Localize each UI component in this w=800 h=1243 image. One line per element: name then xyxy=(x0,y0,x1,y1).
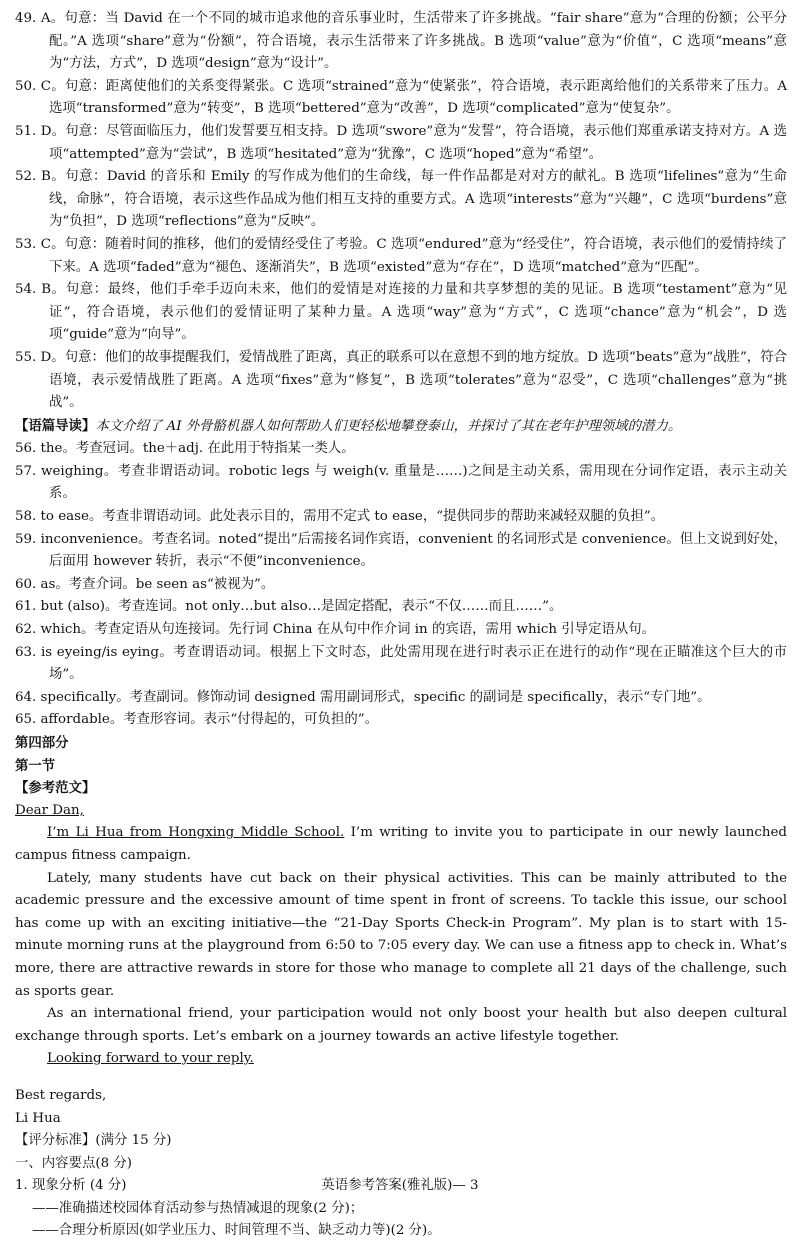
answer-55: 55. D。句意：他们的故事提醒我们，爱情战胜了距离，真正的联系可以在意想不到的地方绽放。D 选项“beats”意为“战胜”，符合语境，表示爱情战胜了距离。A 选项“fixes”意为“修复”，B 选项“tolerates”意为“忍受”，C 选项“challenges”意为“挑战”。 xyxy=(15,349,787,411)
answer-52: 52. B。句意：David 的音乐和 Emily 的写作成为他们的生命线，每一件作品都是对对方的献礼。B 选项“lifelines”意为“生命线，命脉”，符合语境，表示这些作品成为他们相互支持的重要方式。A 选项“interests”意为“兴趣”，C 选项“burdens”意为“负担”，D 选项“reflections”意为“反映”。 xyxy=(15,169,787,230)
answer-59: 59. inconvenience。考查名词。noted“提出”后需接名词作宾语，convenient 的名词形式是 convenience。但上文说到好处，后面用 however 转折，表示“不便”inconvenience。 xyxy=(15,531,787,570)
answer-64: 64. specifically。考查副词。修饰动词 designed 需用副词形式，specific 的副词是 specifically，表示“专门地”。 xyxy=(15,689,711,705)
closing-line: Looking forward to your reply. xyxy=(47,1051,254,1067)
rubric-dash-2: ——合理分析原因(如学业压力、时间管理不当、缺乏动力等)(2 分)。 xyxy=(32,1223,441,1239)
answer-50: 50. C。句意：距离使他们的关系变得紧张。C 选项“strained”意为“使紧张”，符合语境，表示距离给他们的关系带来了压力。A 选项“transformed”意为“转变”，B 选项“bettered”意为“改善”，D 选项“complicated”意为“使复杂”。 xyxy=(15,78,787,117)
intro-rest: I’m writing to invite you to participate in our newly launched campus fitness campaign. xyxy=(15,825,787,863)
intro-underlined: I’m Li Hua from Hongxing Middle School. xyxy=(47,825,345,841)
rubric-item-1-1: 1. 现象分析 (4 分) xyxy=(15,1178,127,1194)
passage-guide xyxy=(15,415,787,439)
essay-closing xyxy=(15,1048,787,1071)
rubric-dash-1: ——准确描述校园体育活动参与热情减退的现象(2 分)； xyxy=(32,1200,364,1216)
essay-para-2: Lately, many students have cut back on their physical activities. This can be mainly attributed to the academic pressure and the excessive amount of time spent in front of screens. To tackle this issue, our school has come up with an exciting initiative—the “21-Day Sports Check-in Program”. My plan is to start with 15-minute morning runs at the playground from 6:50 to 7:05 every day. We can use a fitness app to check in. What’s more, there are attractive rewards in store for those who manage to complete all 21 days of the challenge, such as sports gear. xyxy=(15,870,787,999)
essay-signature: Li Hua xyxy=(15,1110,61,1126)
answer-60: 60. as。考查介词。be seen as“被视为”。 xyxy=(15,576,275,592)
answer-51: 51. D。句意：尽管面临压力，他们发誓要互相支持。D 选项“swore”意为“发誓”，符合语境，表示他们郑重承诺支持对方。A 选项“attempted”意为“尝试”，B 选项“hesitated”意为“犹豫”，C 选项“hoped”意为“希望”。 xyxy=(15,123,787,162)
page-footer: 英语参考答案(雅礼版)— 3 xyxy=(321,1178,479,1193)
section-title: 第一节 xyxy=(15,757,56,774)
answer-49: 49. A。句意：当 David 在一个不同的城市追求他的音乐事业时，生活带来了许多挑战。“fair share”意为“合理的份额；公平分配。”A 选项“share”意为“份额”，符合语境，表示生活带来了许多挑战。B 选项“value”意为“价值”，C 选项“means”意为“方法，方式”，D 选项“design”意为“设计”。 xyxy=(15,11,787,72)
answer-53: 53. C。句意：随着时间的推移，他们的爱情经受住了考验。C 选项“endured”意为“经受住”，符合语境，表示他们的爱情持续了下来。A 选项“faded”意为“褪色、逐渐消失”，B 选项“existed”意为“存在”，D 选项“matched”意为“匹配”。 xyxy=(15,236,787,275)
essay-para-1 xyxy=(15,822,787,867)
rubric-item-1: 一、内容要点(8 分) xyxy=(15,1155,132,1171)
answer-page xyxy=(15,8,787,1243)
sample-essay xyxy=(15,800,787,1130)
guide-title: 【语篇导读】 xyxy=(15,417,96,434)
answer-62: 62. which。考查定语从句连接词。先行词 China 在从句中作介词 in 的宾语，需用 which 引导定语从句。 xyxy=(15,622,656,638)
answer-56: 56. the。考查冠词。the＋adj. 在此用于特指某一类人。 xyxy=(15,441,355,457)
guide-text: 本文介绍了 AI 外骨骼机器人如何帮助人们更轻松地攀登泰山，并探讨了其在老年护理领域的潜力。 xyxy=(95,418,682,434)
part-title: 第四部分 xyxy=(15,735,69,751)
salutation-text: Dear Dan, xyxy=(15,802,84,818)
answer-63: 63. is eyeing/is eying。考查谓语动词。根据上下文时态，此处需用现在进行时表示正在进行的动作“现在正瞄准这个巨大的市场”。 xyxy=(15,644,787,683)
answer-58: 58. to ease。考查非谓语动词。此处表示目的，需用不定式 to ease，“提供同步的帮助来减轻双腿的负担”。 xyxy=(15,509,665,525)
answer-54: 54. B。句意：最终，他们手牵手迈向未来，他们的爱情是对连接的力量和共享梦想的美的见证。B 选项“testament”意为“见证”，符合语境，表示他们的爱情证明了某种力量。A 选项“way”意为“方式”，C 选项“chance”意为“机会”，D 选项“guide”意为“向导”。 xyxy=(15,282,787,343)
answers-cloze xyxy=(15,8,787,415)
answers-grammar xyxy=(15,438,787,732)
answer-65: 65. affordable。考查形容词。表示“付得起的，可负担的”。 xyxy=(15,712,378,728)
answer-61: 61. but (also)。考查连词。not only…but also…是固定搭配，表示“不仅……而且……”。 xyxy=(15,599,563,615)
sample-title: 【参考范文】 xyxy=(15,780,96,797)
answer-57: 57. weighing。考查非谓语动词。robotic legs 与 weigh(v. 重量是……)之间是主动关系，需用现在分词作定语，表示主动关系。 xyxy=(15,463,787,502)
essay-salutation xyxy=(15,800,787,823)
essay-para-3: As an international friend, your participation would not only boost your health but also deepen cultural exchange through sports. Let’s embark on a journey towards an active lifestyle together. xyxy=(15,1006,787,1044)
essay-regards: Best regards, xyxy=(15,1087,107,1103)
rubric-title: 【评分标准】(满分 15 分) xyxy=(15,1133,172,1149)
